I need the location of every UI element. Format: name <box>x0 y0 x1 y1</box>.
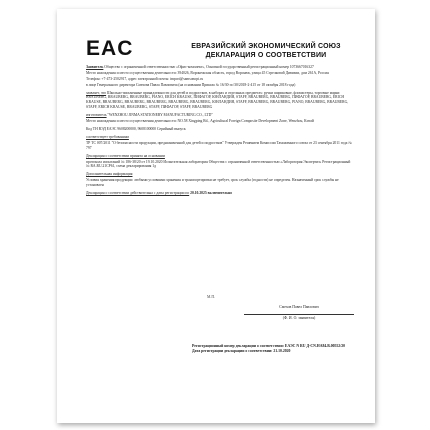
reg-date-label: Дата регистрации декларации о соответствии: <box>192 349 273 353</box>
signer-caption: (Ф. И. О. заявителя) <box>282 316 316 320</box>
document-header <box>161 42 371 60</box>
product-block <box>86 91 354 110</box>
eac-letter-c: С <box>117 37 132 60</box>
signature-line <box>244 314 354 315</box>
declares-label: заявляет, что <box>86 90 107 95</box>
stamp-place-label: М.П. <box>207 295 216 299</box>
conform-text: ТР ТС 007/2011 "О безопасности продукции, предназначенной для детей и подростков" Утвержден Решением Комиссии Таможенного союза от 23 сентября 2011 года № 797 <box>86 140 352 150</box>
applicant-address: Место нахождения и место осуществления деятельности: 394026, Воронежская область, город Воронеж, улица 45 Стрелковой Дивизии, дом 261А, Россия <box>86 70 329 75</box>
manufacturer-block <box>86 113 354 118</box>
applicant-block <box>86 65 354 70</box>
signature-block <box>244 305 354 320</box>
eac-letter-a: А <box>101 37 116 60</box>
eac-letter-e: Е <box>86 37 100 60</box>
declaration-document <box>57 9 375 423</box>
applicant-phone: Телефон: +7-473-2502917, адрес электронной почты: import@samsonopt.ru <box>86 76 204 81</box>
extra-info-label: Дополнительная информация <box>86 172 133 177</box>
registration-block <box>192 344 362 354</box>
applicant-text: Общество с ограниченной ответственностью «Офис-комплект», Основной государственный регистрационный номер 1073667016327 <box>104 65 314 69</box>
storage-text: Условия хранения продукции: любыми условиями хранения и транспортировки не требует, срок службы (годности) не определен. Назначенный срок службы не установлен <box>86 178 339 188</box>
validity-block <box>86 191 354 196</box>
eac-logo <box>86 37 132 60</box>
applicant-label: Заявитель <box>86 65 104 69</box>
document-body <box>86 65 354 199</box>
applicant-person: в лице Генерального директора Смехова Павла Павловича (на основании Приказа № 16/30-лс/30/2018-2-415 от 18 октября 2018 года) <box>86 82 296 87</box>
reg-date: 21.10.2020 <box>273 349 291 353</box>
validity-date: 20.10.2025 включительно <box>190 191 233 196</box>
product-text: Школьно-письменные принадлежности для детей и подростков, в наборах и отдельных предметах: ручки шариковые, фломастеры, торговые марки: BRAUBERG, BRAUBERG, BRAUBERG, PIANO, ERICH KRAUSE, ПИФАГОР, ЮНЛАНДИЯ, STAFF, BRAUBERG, BRAUBERG, ПИФАГОР, BRAUBERG, ERICH KRAUSE, BRAUBERG, BRAUBERG, BRAUBERG, BRAUBERG, BRAUBERG, ЮНЛАНДИЯ, STAFF, BRAUBERG, BRAUBERG, PIANO, BRAUBERG, BRAUBERG, STAFF, ERICH KRAUSE, BRAUBERG, STAFF, ПИФАГОР, STAFF, BRAUBERG <box>86 90 349 109</box>
reg-date-row <box>192 349 362 354</box>
manufacturer-address: Место нахождения и место осуществления деятельности: NO.58 Xingping Rd., Agricultural Foreign Composite Development Zone, Wenzhou, Китай <box>86 118 314 123</box>
reg-number-label: Регистрационный номер декларации о соответствии: <box>192 344 284 348</box>
tnved-code: Код ТН ВЭД ЕАЭС 9608200000, 9608100000 Серийный выпуск <box>86 126 186 131</box>
signer-name: Смехов Павел Павлович <box>279 305 319 309</box>
header-union-title: ЕВРАЗИЙСКИЙ ЭКОНОМИЧЕСКИЙ СОЮЗ <box>191 43 341 50</box>
reg-number: ЕАЭС N RU Д-CN.HA84.B.00552/20 <box>284 344 346 348</box>
manufacturer-text: "WENZHOU JINMA STATIONERY MANUFACTURING CO., LTD" <box>107 112 213 117</box>
basis-text: протокола испытаний № 186-38/20 от 19.10.2020 Испытательная лаборатория Общества с ограниченной ответственностью «Лаборатория Экспертиз» Регистрационный № RA.RU.21СР61, схема декларирования 1д <box>86 159 351 169</box>
header-declaration-title: ДЕКЛАРАЦИЯ О СООТВЕТСТВИИ <box>205 52 327 59</box>
validity-label: Декларация о соответствии действительна с даты регистрации по <box>86 191 190 196</box>
manufacturer-label: изготовитель <box>86 112 107 117</box>
basis-label: Декларация о соответствии принята на основании <box>86 153 165 158</box>
conform-label: соответствует требованиям <box>86 135 129 140</box>
